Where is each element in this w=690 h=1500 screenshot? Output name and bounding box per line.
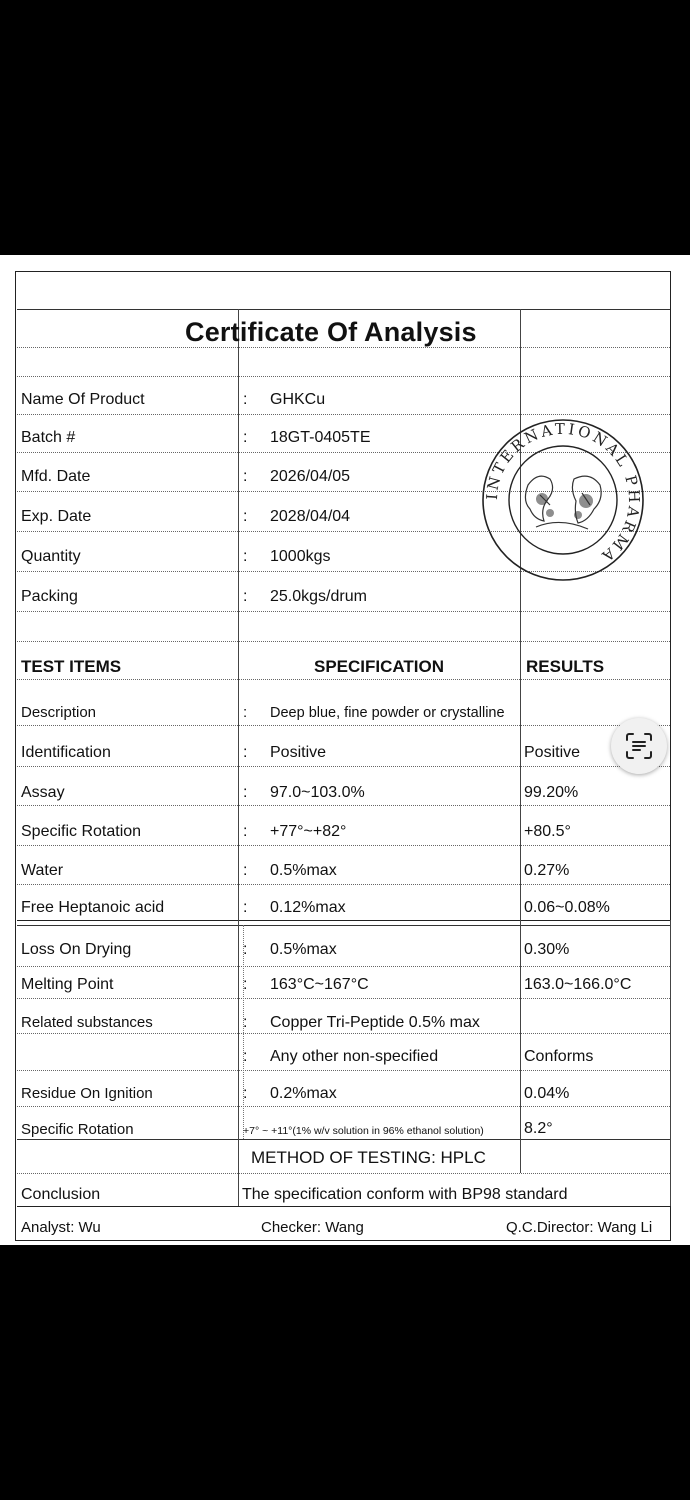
colon: : (243, 508, 248, 525)
info-label: Mfd. Date (21, 468, 91, 485)
colon: : (243, 976, 248, 993)
rule (17, 347, 670, 348)
colon: : (243, 823, 248, 840)
colon: : (243, 704, 248, 721)
test-item: Melting Point (21, 976, 114, 993)
test-result: 8.2° (524, 1120, 553, 1137)
colon: : (243, 784, 248, 801)
rule (17, 1070, 670, 1071)
test-item: Description (21, 704, 97, 721)
column-rule (238, 309, 239, 1206)
test-result: 0.30% (524, 941, 570, 958)
seal-ring-text: INTERNATIONAL PHARMA (482, 419, 644, 567)
info-label: Packing (21, 588, 78, 605)
info-value: 2028/04/04 (270, 508, 351, 525)
test-spec: Deep blue, fine powder or crystalline (270, 705, 505, 721)
company-seal-stamp (478, 415, 648, 585)
test-spec: Any other non-specified (270, 1048, 439, 1065)
rule (17, 805, 670, 806)
test-result: +80.5° (524, 823, 571, 840)
info-label: Batch # (21, 429, 76, 446)
test-spec: +7° ~ +11°(1% w/v solution in 96% ethanol solution) (243, 1125, 484, 1137)
rule (17, 920, 670, 921)
conclusion-text: The specification conform with BP98 standard (242, 1186, 568, 1203)
colon: : (243, 899, 248, 916)
test-item: Related substances (21, 1014, 153, 1031)
certificate-sheet (0, 255, 690, 1245)
rule (17, 641, 670, 642)
test-item: Water (21, 862, 64, 879)
rule (17, 611, 670, 612)
info-value: 18GT-0405TE (270, 429, 371, 446)
test-spec: 0.12%max (270, 899, 346, 916)
test-spec: 0.5%max (270, 941, 337, 958)
rule (17, 766, 670, 767)
test-item: Loss On Drying (21, 941, 132, 958)
test-item: Identification (21, 744, 111, 761)
colon: : (243, 1048, 248, 1065)
colon: : (243, 744, 248, 761)
info-value: GHKCu (270, 391, 326, 408)
header-specification: SPECIFICATION (314, 657, 445, 676)
test-spec: +77°~+82° (270, 823, 347, 840)
conclusion-label: Conclusion (21, 1186, 101, 1203)
info-value: 1000kgs (270, 548, 331, 565)
test-result: Conforms (524, 1048, 594, 1065)
rule (17, 1206, 670, 1207)
scan-text-icon[interactable] (611, 718, 667, 774)
checker-signature: Checker: Wang (261, 1219, 364, 1236)
rule (17, 925, 670, 926)
info-label: Quantity (21, 548, 81, 565)
colon: : (243, 391, 248, 408)
rule (17, 884, 670, 885)
rule (17, 309, 670, 310)
colon: : (243, 941, 248, 958)
method-of-testing: METHOD OF TESTING: HPLC (251, 1148, 486, 1167)
test-spec: Copper Tri-Peptide 0.5% max (270, 1014, 480, 1031)
test-item: Assay (21, 784, 65, 801)
colon: : (243, 1085, 248, 1102)
test-spec: 163°C~167°C (270, 976, 369, 993)
rule (17, 679, 670, 680)
test-result: 0.04% (524, 1085, 570, 1102)
colon: : (243, 588, 248, 605)
colon: : (243, 429, 248, 446)
test-result: Positive (524, 744, 581, 761)
colon: : (243, 468, 248, 485)
rule (17, 998, 670, 999)
column-rule (520, 641, 521, 1173)
info-label: Exp. Date (21, 508, 92, 525)
header-test-items: TEST ITEMS (21, 657, 122, 676)
rule (17, 1139, 670, 1140)
test-result: 0.06~0.08% (524, 899, 610, 916)
rule (17, 845, 670, 846)
test-item: Free Heptanoic acid (21, 899, 165, 916)
test-spec: 0.5%max (270, 862, 337, 879)
rule (17, 725, 670, 726)
colon: : (243, 1014, 248, 1031)
rule (17, 1033, 670, 1034)
test-spec: 0.2%max (270, 1085, 337, 1102)
rule (17, 1106, 670, 1107)
analyst-signature: Analyst: Wu (21, 1219, 101, 1236)
column-rule (670, 920, 671, 1206)
rule (17, 966, 670, 967)
test-item: Specific Rotation (21, 823, 142, 840)
colon: : (243, 862, 248, 879)
qc-director-signature: Q.C.Director: Wang Li (506, 1219, 653, 1236)
test-result: 0.27% (524, 862, 570, 879)
header-results: RESULTS (526, 657, 605, 676)
info-value: 2026/04/05 (270, 468, 351, 485)
test-result: 99.20% (524, 784, 579, 801)
test-spec: Positive (270, 744, 327, 761)
rule (17, 1173, 670, 1174)
test-spec: 97.0~103.0% (270, 784, 365, 801)
document-title: Certificate Of Analysis (185, 317, 477, 347)
info-value: 25.0kgs/drum (270, 588, 367, 605)
info-label: Name Of Product (21, 391, 145, 408)
test-item: Specific Rotation (21, 1121, 134, 1138)
rule (17, 376, 670, 377)
colon: : (243, 548, 248, 565)
test-item: Residue On Ignition (21, 1085, 153, 1102)
test-result: 163.0~166.0°C (524, 976, 632, 993)
